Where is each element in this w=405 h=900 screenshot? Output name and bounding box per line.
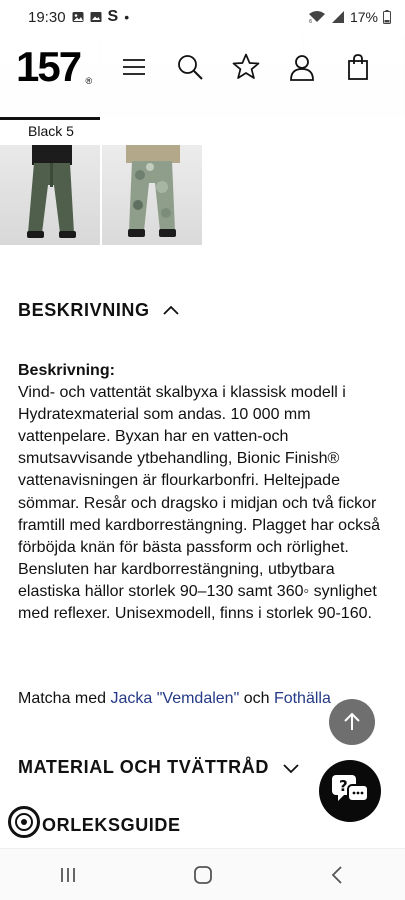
match-mid: och (239, 690, 274, 707)
status-bar (0, 0, 405, 34)
system-navigation-bar (0, 848, 405, 900)
account-icon[interactable] (287, 52, 317, 82)
photo-icon (90, 11, 102, 23)
logo-text: 157 (16, 43, 81, 90)
dot-icon: • (124, 9, 130, 25)
description-body: Vind- och vattentät skalbyxa i klassisk modell i Hydratexmaterial som andas. 10 000 mm vattenpelare. Byxan har en vatten-och smutsavvisande ytbehandling, Bionic Finish® vattenavisningen är flourkarbonfri. Heltejpade sömmar. Resår och dragsko i midjan och två fickor framtill med kardborrestängning. Plagget har också förböjda knän för bästa passform och rörlighet. Bensluten har kardborrestängning, utbytbara elastiska hällor storlek 90–130 samt 360◦ synlighet med reflexer. Unisexmodell, finns i storlek 90-160. (18, 384, 380, 623)
gallery-icon (72, 11, 84, 23)
battery-icon (383, 10, 391, 24)
s-icon: S (107, 8, 119, 25)
match-with-line (18, 690, 331, 708)
home-icon[interactable] (192, 864, 214, 886)
menu-icon[interactable] (119, 52, 149, 82)
logo-registered-mark: ® (85, 76, 91, 86)
brand-logo[interactable] (16, 43, 91, 90)
product-image-green-pants (0, 145, 100, 245)
badge-emblem-icon (13, 811, 35, 833)
scroll-to-top-button[interactable] (329, 699, 375, 745)
wifi-icon (308, 10, 326, 24)
search-icon[interactable] (175, 52, 205, 82)
description-text (18, 360, 393, 625)
arrow-up-icon (341, 711, 363, 733)
thumbnail-green-pants[interactable] (0, 145, 100, 245)
shopping-bag-icon[interactable] (343, 52, 373, 82)
chat-support-button[interactable] (319, 760, 381, 822)
active-variant-indicator (0, 117, 100, 120)
battery-percent: 17% (349, 9, 378, 25)
link-jacka-vemdalen[interactable]: Jacka "Vemdalen" (110, 690, 240, 707)
variant-thumbnails (0, 145, 202, 245)
product-image-camo-pants (102, 145, 202, 245)
chat-bubble-icon (330, 773, 370, 809)
chevron-up-icon[interactable] (162, 302, 180, 320)
description-heading: Beskrivning: (18, 362, 115, 379)
material-section-header[interactable]: MATERIAL OCH TVÄTTRÅD (18, 757, 269, 777)
favorites-star-icon[interactable] (231, 52, 261, 82)
description-section-header[interactable]: BESKRIVNING (18, 300, 150, 320)
recent-apps-icon[interactable] (57, 864, 79, 886)
status-time: 19:30 (28, 8, 66, 26)
variant-label: Black 5 (28, 123, 74, 139)
svg-text:6: 6 (308, 19, 313, 24)
site-header (0, 34, 405, 118)
signal-icon (331, 10, 345, 24)
link-fothalla[interactable]: Fothälla (273, 690, 331, 707)
certification-badge-icon[interactable] (8, 806, 40, 838)
match-prefix: Matcha med (18, 690, 111, 707)
chevron-down-icon[interactable] (282, 759, 300, 777)
thumbnail-camo-pants[interactable] (102, 145, 202, 245)
status-right (308, 9, 391, 25)
status-left (28, 8, 129, 26)
size-guide-section-header[interactable]: ORLEKSGUIDE (42, 815, 181, 835)
back-icon[interactable] (327, 864, 349, 886)
svg-text:?: ? (339, 777, 348, 795)
